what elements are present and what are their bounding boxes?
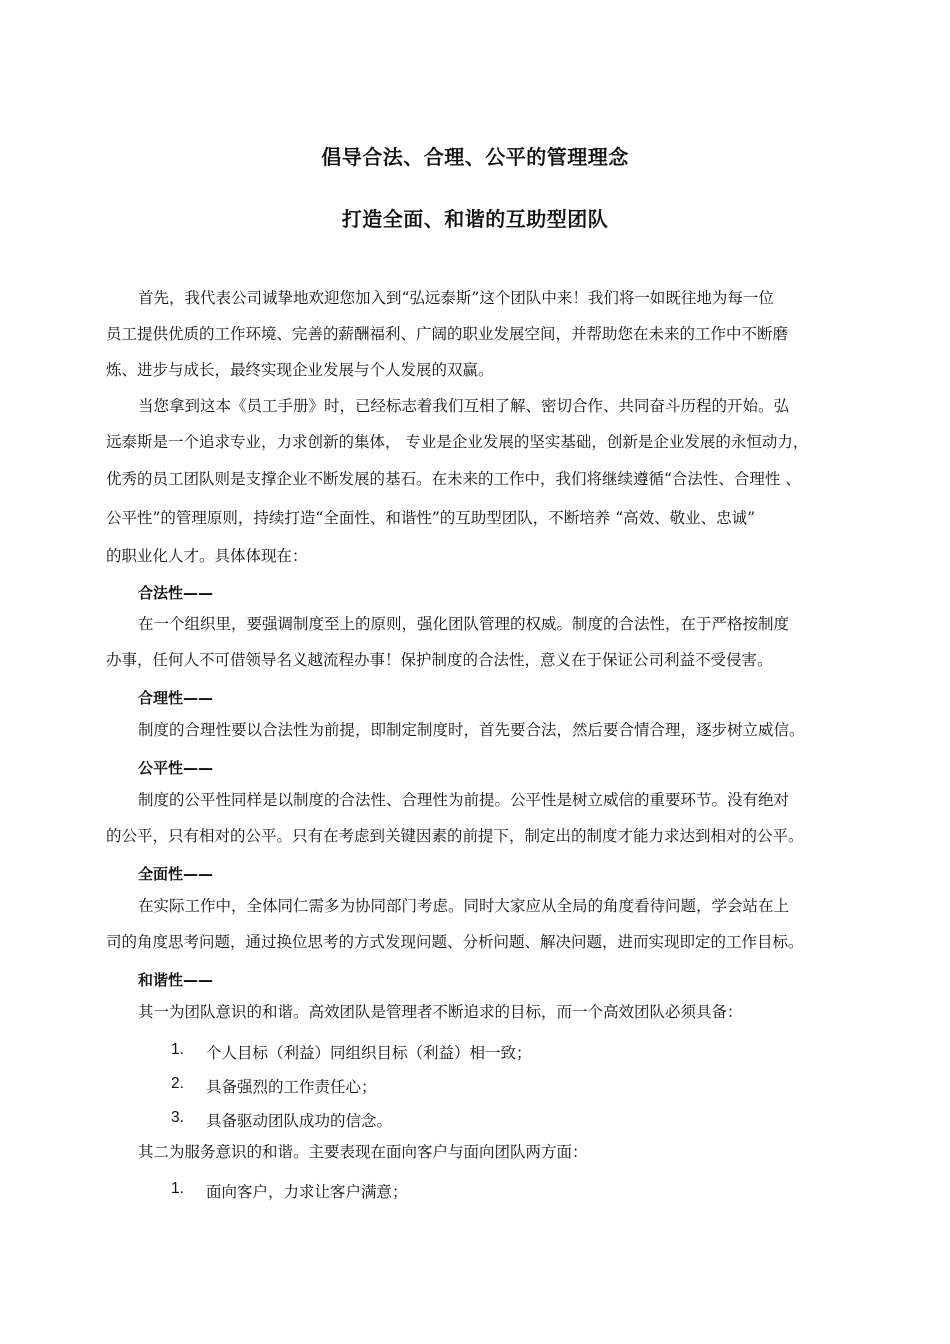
intro-line: 当您拿到这本《员工手册》时，已经标志着我们互相了解、密切合作、共同奋斗历程的开始。弘 [138, 397, 790, 415]
intro-line: 首先，我代表公司诚挚地欢迎您加入到“弘远泰斯”这个团队中来！我们将一如既往地为每一位 [138, 289, 774, 307]
section-heading-fairness: 公平性—— [138, 759, 214, 777]
paragraph-line: 其一为团队意识的和谐。高效团队是管理者不断追求的目标，而一个高效团队必须具备： [138, 1003, 743, 1021]
paragraph-line: 在实际工作中，全体同仁需多为协同部门考虑。同时大家应从全局的角度看待问题，学会站在上 [138, 897, 790, 915]
document-title-1: 倡导合法、合理、公平的管理理念 [321, 145, 629, 169]
list-item: 个人目标（利益）同组织目标（利益）相一致； [206, 1044, 532, 1062]
section-heading-legality: 合法性—— [138, 584, 214, 602]
paragraph-line: 的公平，只有相对的公平。只有在考虑到关键因素的前提下，制定出的制度才能力求达到相对的公平。 [106, 827, 804, 845]
list-item: 具备驱动团队成功的信念。 [206, 1112, 393, 1130]
paragraph-line: 制度的合理性要以合法性为前提，即制定制度时，首先要合法，然后要合情合理，逐步树立威信。 [138, 721, 805, 739]
intro-line: 优秀的员工团队则是支撑企业不断发展的基石。在未来的工作中，我们将继续遵循“合法性、合理性 、 [106, 470, 801, 488]
section-heading-harmony: 和谐性—— [138, 971, 214, 989]
list-number: 2. [171, 1075, 184, 1092]
intro-line: 员工提供优质的工作环境、完善的薪酬福利、广阔的职业发展空间，并帮助您在未来的工作中不断磨 [106, 325, 789, 343]
paragraph-line: 在一个组织里，要强调制度至上的原则，强化团队管理的权威。制度的合法性，在于严格按制度 [138, 615, 790, 633]
section-heading-rationality: 合理性—— [138, 689, 214, 707]
list-number: 1. [171, 1180, 184, 1197]
list-number: 3. [171, 1109, 184, 1126]
intro-line: 公平性”的管理原则，持续打造“全面性、和谐性”的互助型团队，不断培养 “高效、敬业、忠诚” [106, 509, 756, 527]
list-number: 1. [171, 1041, 184, 1058]
section-heading-comprehensiveness: 全面性—— [138, 865, 214, 883]
paragraph-line: 其二为服务意识的和谐。主要表现在面向客户与面向团队两方面： [138, 1143, 588, 1161]
intro-line: 炼、进步与成长，最终实现企业发展与个人发展的双赢。 [106, 361, 494, 379]
list-item: 具备强烈的工作责任心； [206, 1078, 377, 1096]
paragraph-line: 办事，任何人不可借领导名义越流程办事！保护制度的合法性，意义在于保证公司利益不受侵害。 [106, 651, 773, 669]
paragraph-line: 制度的公平性同样是以制度的合法性、合理性为前提。公平性是树立威信的重要环节。没有绝对 [138, 791, 790, 809]
list-item: 面向客户，力求让客户满意； [206, 1183, 408, 1201]
paragraph-line: 司的角度思考问题，通过换位思考的方式发现问题、分析问题、解决问题，进而实现即定的工作目标。 [106, 933, 804, 951]
intro-line: 的职业化人才。具体体现在： [106, 547, 308, 565]
intro-line: 远泰斯是一个追求专业，力求创新的集体， 专业是企业发展的坚实基础，创新是企业发展的永恒动力， [106, 433, 809, 451]
document-title-2: 打造全面、和谐的互助型团队 [341, 207, 609, 231]
